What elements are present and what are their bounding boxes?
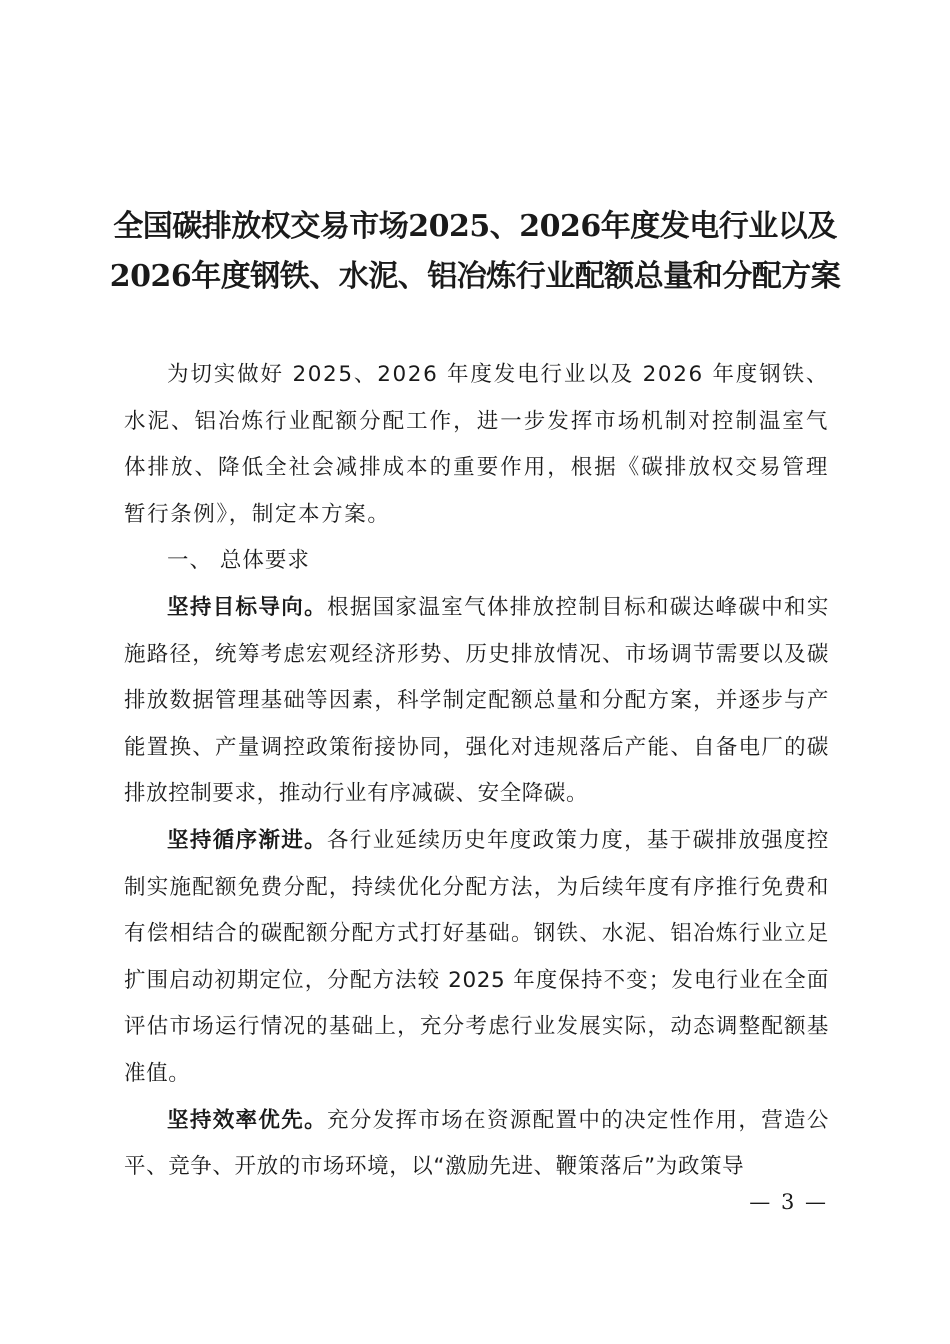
title-line-2: 2026年度钢铁、水泥、铝冶炼行业配额总量和分配方案 (109, 259, 841, 294)
principle-lead: 坚持循序渐进。 (167, 827, 327, 853)
intro-paragraph: 为切实做好 2025、2026 年度发电行业以及 2026 年度钢铁、水泥、铝冶炼行业配额分配工作，进一步发挥市场机制对控制温室气体排放、降低全社会减排成本的重要作用，根据《碳排放权交易管理暂行条例》，制定本方案。 (124, 362, 829, 527)
document-body (124, 352, 829, 1191)
principle-text: 充分发挥市场在资源配置中的决定性作用，营造公平、竞争、开放的市场环境，以“激励先进、鞭策落后”为政策导 (124, 1107, 830, 1180)
principle-paragraph-efficiency (124, 1098, 829, 1191)
principle-paragraph-gradual (124, 818, 829, 1098)
principle-text: 各行业延续历史年度政策力度，基于碳排放强度控制实施配额免费分配，持续优化分配方法，为后续年度有序推行免费和有偿相结合的碳配额分配方式打好基础。钢铁、水泥、铝冶炼行业立足扩围启动初期定位，分配方法较 2025 年度保持不变；发电行业在全面评估市场运行情况的基础上，充分考虑行业发展实际，动态调整配额基准值。 (124, 827, 830, 1086)
principle-lead: 坚持目标导向。 (167, 594, 327, 620)
page-number: — 3 — (749, 1190, 828, 1214)
principle-paragraph-goal-oriented (124, 585, 829, 818)
section-heading: 一、 总体要求 (167, 548, 310, 574)
principle-lead: 坚持效率优先。 (167, 1107, 327, 1133)
principle-text: 根据国家温室气体排放控制目标和碳达峰碳中和实施路径，统筹考虑宏观经济形势、历史排放情况、市场调节需要以及碳排放数据管理基础等因素，科学制定配额总量和分配方案，并逐步与产能置换、产量调控政策衔接协同，强化对违规落后产能、自备电厂的碳排放控制要求，推动行业有序减碳、安全降碳。 (124, 594, 830, 807)
title-line-1: 全国碳排放权交易市场2025、2026年度发电行业以及 (113, 209, 837, 244)
document-title (100, 202, 850, 302)
